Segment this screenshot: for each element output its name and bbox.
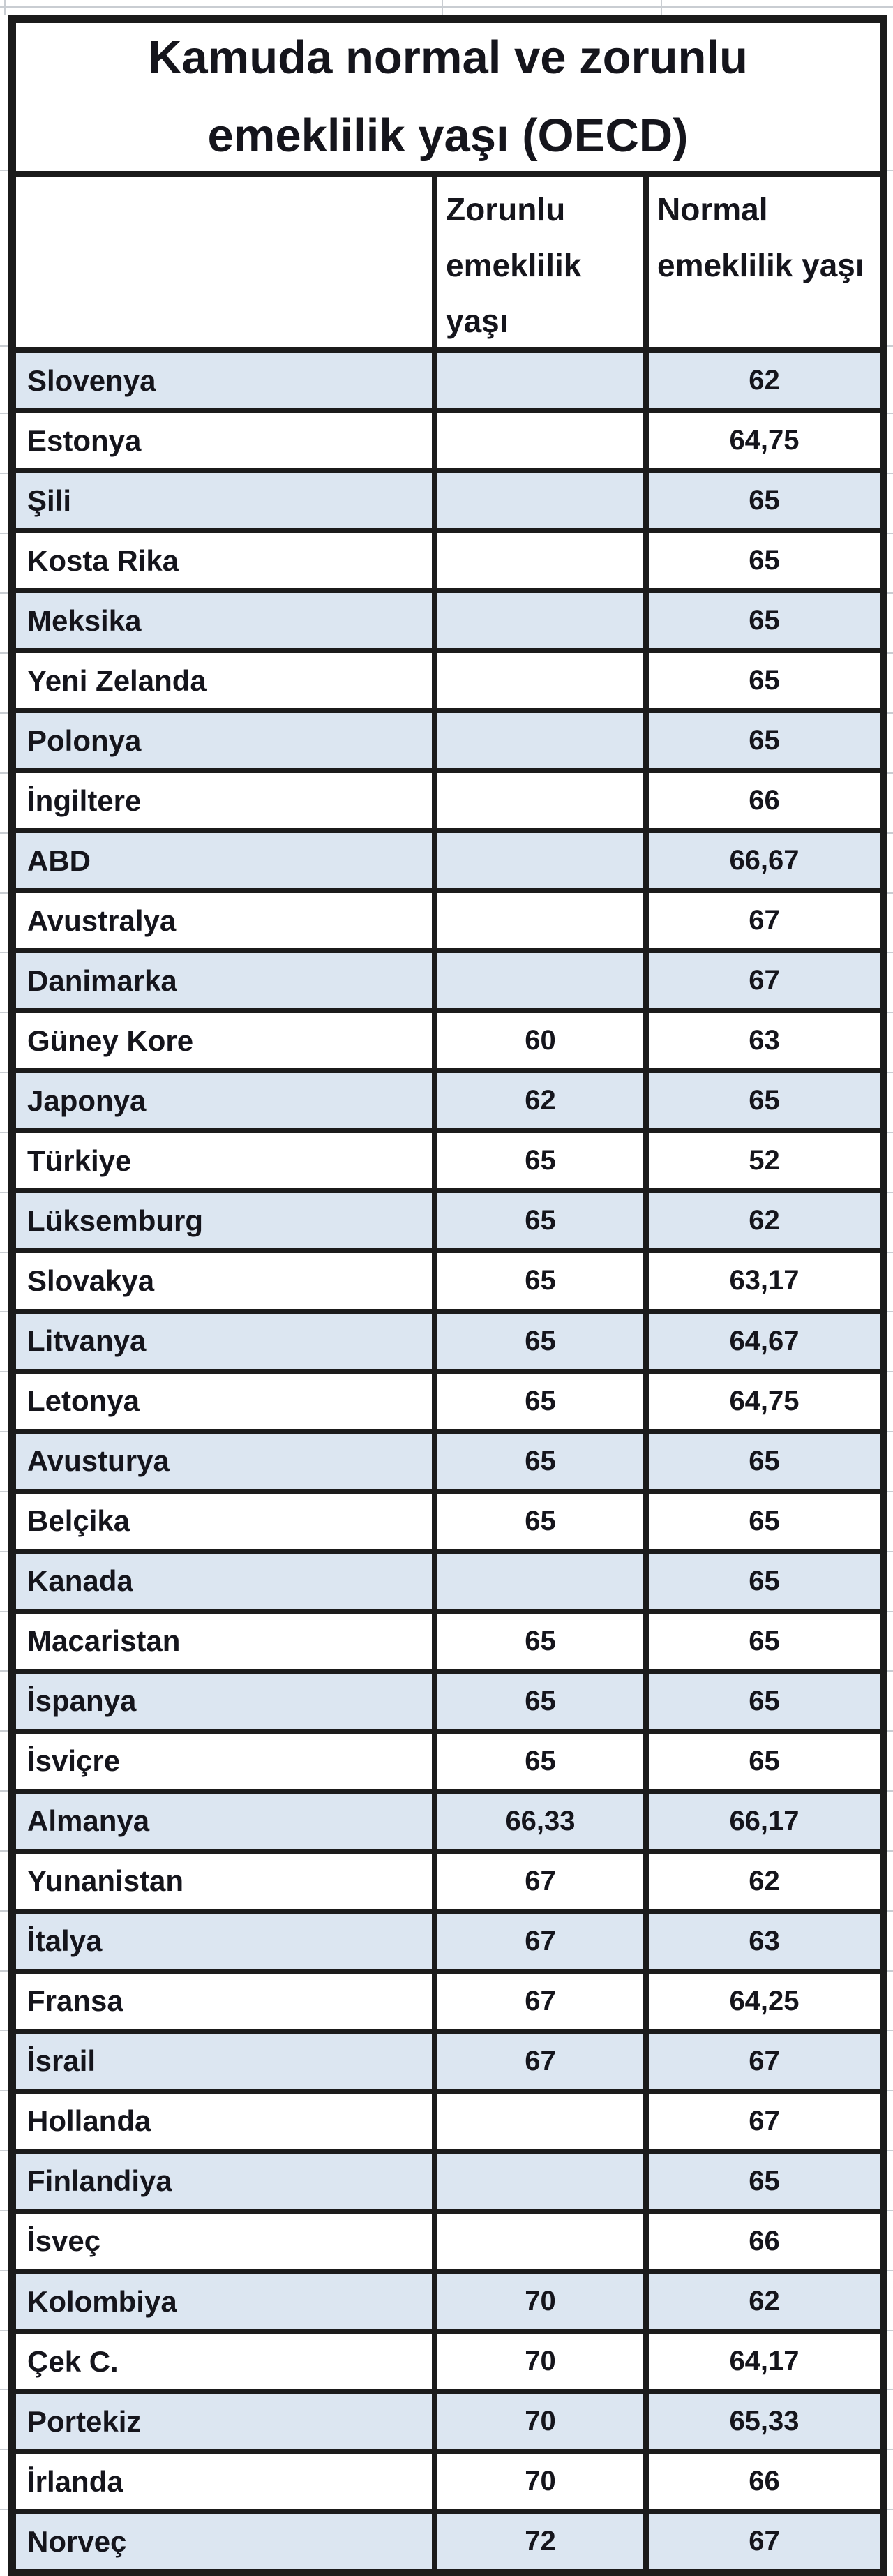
country-cell: Slovakya [16,1253,437,1308]
title-line-1: Kamuda normal ve zorunlu [148,31,748,84]
sheet-gridline [0,2509,8,2510]
sheet-gridline [887,1670,893,1672]
sheet-gridline [887,2090,893,2091]
zorunlu-age-cell: 67 [437,1914,649,1969]
country-cell: Avusturya [16,1434,437,1489]
table-row [16,1374,880,1434]
zorunlu-age-cell [437,2154,649,2209]
table-row [16,2394,880,2454]
sheet-gridline [0,1910,8,1912]
table-row [16,1253,880,1313]
sheet-gridline [887,1730,893,1732]
zorunlu-age-cell: 67 [437,1974,649,2029]
normal-age-cell: 65 [749,545,780,576]
sheet-gridline [887,1910,893,1912]
table-body [16,353,880,2569]
sheet-gridline [0,2150,8,2151]
table-row [16,473,880,533]
sheet-gridline [887,2030,893,2031]
sheet-gridline [887,1850,893,1852]
country-cell: Slovenya [16,353,437,408]
sheet-gridline [887,2330,893,2331]
sheet-gridline [887,2210,893,2211]
country-cell: İsviçre [16,1734,437,1789]
sheet-gridline [0,1491,8,1492]
normal-age-cell: 66 [749,2225,780,2256]
zorunlu-age-cell [437,593,649,648]
zorunlu-age-cell [437,953,649,1008]
normal-age-cell: 65 [749,665,780,696]
zorunlu-age-cell [437,533,649,588]
table-row [16,2214,880,2274]
normal-age-cell: 63,17 [729,1265,800,1296]
sheet-gridline [887,1252,893,1253]
normal-age-cell: 65,33 [729,2406,800,2437]
sheet-gridline [0,2270,8,2271]
sheet-gridline [0,1611,8,1612]
sheet-gridline [0,832,8,834]
country-cell: Meksika [16,593,437,648]
normal-age-cell: 65 [749,1445,780,1476]
country-cell: Hollanda [16,2094,437,2149]
country-cell: Danimarka [16,953,437,1008]
table-row [16,2514,880,2569]
country-cell: İrlanda [16,2454,437,2509]
sheet-gridline [887,1611,893,1612]
country-cell: İsveç [16,2214,437,2269]
table-row [16,2334,880,2394]
normal-age-cell: 52 [749,1145,780,1176]
table-row [16,1674,880,1734]
table-row [16,1494,880,1554]
normal-age-cell: 65 [749,485,780,516]
table-row [16,893,880,953]
normal-age-cell: 64,75 [729,425,800,456]
normal-age-cell: 65 [749,2165,780,2196]
zorunlu-age-cell: 66,33 [437,1794,649,1849]
normal-age-cell: 65 [749,1505,780,1536]
normal-age-cell: 66,17 [729,1805,800,1836]
header-row [16,177,880,353]
sheet-gridline [0,1730,8,1732]
table-row [16,1614,880,1674]
sheet-gridline [887,1132,893,1133]
sheet-gridline [887,712,893,714]
sheet-gridline [0,2090,8,2091]
country-cell: Avustralya [16,893,437,948]
table-row [16,1554,880,1614]
sheet-gridline [4,0,6,15]
country-cell: Almanya [16,1794,437,1849]
sheet-gridline [0,533,8,534]
normal-age-cell: 65 [749,1565,780,1596]
sheet-gridline [0,2210,8,2211]
country-cell: Japonya [16,1073,437,1128]
table-row [16,353,880,413]
sheet-gridline [0,592,8,594]
table-row [16,773,880,833]
country-cell: Şili [16,473,437,528]
country-cell: İsrail [16,2034,437,2089]
zorunlu-age-cell: 67 [437,1854,649,1909]
table-row [16,593,880,653]
sheet-gridline [887,1371,893,1372]
sheet-gridline [887,2509,893,2510]
zorunlu-age-cell [437,1554,649,1609]
sheet-gridline [0,1551,8,1552]
table-row [16,1193,880,1253]
normal-age-cell: 65 [749,1085,780,1116]
country-cell: Kosta Rika [16,533,437,588]
zorunlu-age-cell: 65 [437,1734,649,1789]
normal-age-cell: 65 [749,1685,780,1716]
country-cell: Norveç [16,2514,437,2569]
country-cell: Kanada [16,1554,437,1609]
sheet-gridline [887,892,893,894]
table-row [16,2274,880,2334]
zorunlu-age-cell [437,413,649,468]
country-cell: Litvanya [16,1314,437,1369]
zorunlu-age-cell: 65 [437,1614,649,1669]
country-cell: Yunanistan [16,1854,437,1909]
sheet-gridline [887,652,893,654]
sheet-gridline [887,1072,893,1073]
sheet-gridline [0,2330,8,2331]
table-row [16,713,880,773]
zorunlu-age-cell: 60 [437,1013,649,1068]
sheet-gridline [0,1790,8,1792]
normal-age-cell: 64,75 [729,1385,800,1416]
zorunlu-age-cell: 70 [437,2394,649,2449]
table-row [16,1434,880,1494]
zorunlu-age-cell: 65 [437,1253,649,1308]
sheet-gridline [887,1970,893,1972]
country-cell: Finlandiya [16,2154,437,2209]
table-row [16,2154,880,2214]
sheet-gridline [887,1431,893,1432]
country-cell: Kolombiya [16,2274,437,2329]
zorunlu-age-cell: 65 [437,1494,649,1549]
sheet-gridline [887,1192,893,1193]
zorunlu-age-cell: 62 [437,1073,649,1128]
sheet-gridline [0,652,8,654]
table-row [16,2454,880,2514]
sheet-gridline [0,1311,8,1312]
sheet-gridline [887,772,893,774]
normal-age-cell: 65 [749,725,780,756]
sheet-gridline [887,832,893,834]
normal-age-cell: 63 [749,1025,780,1056]
sheet-gridline [0,952,8,953]
sheet-gridline [0,2389,8,2390]
country-cell: Letonya [16,1374,437,1429]
zorunlu-age-cell: 65 [437,1434,649,1489]
sheet-gridline [0,345,8,347]
sheet-gridline [0,170,8,171]
normal-age-cell: 67 [749,905,780,936]
sheet-gridline [887,533,893,534]
zorunlu-age-cell [437,353,649,408]
normal-age-cell: 65 [749,605,780,636]
table-title [16,23,880,177]
country-cell: Fransa [16,1974,437,2029]
sheet-gridline [0,892,8,894]
normal-age-cell: 62 [749,365,780,396]
zorunlu-age-cell: 67 [437,2034,649,2089]
sheet-gridline [0,1012,8,1013]
zorunlu-age-cell [437,893,649,948]
sheet-gridline [887,1790,893,1792]
country-cell: Lüksemburg [16,1193,437,1248]
zorunlu-age-cell: 65 [437,1133,649,1188]
country-cell: Türkiye [16,1133,437,1188]
zorunlu-age-cell: 65 [437,1674,649,1729]
table-row [16,1314,880,1374]
sheet-gridline [887,1551,893,1552]
zorunlu-age-cell [437,473,649,528]
sheet-gridline [0,1850,8,1852]
sheet-gridline [0,473,8,474]
table-row [16,1734,880,1794]
table-row [16,653,880,713]
normal-age-cell: 62 [749,2286,780,2317]
sheet-gridline [0,2030,8,2031]
table-row [16,2034,880,2094]
zorunlu-age-cell [437,773,649,828]
sheet-gridline [0,1192,8,1193]
normal-age-cell: 65 [749,1745,780,1776]
header-normal-cell: Normal emeklilik yaşı [657,191,864,283]
country-cell: Çek C. [16,2334,437,2389]
normal-age-cell: 67 [749,965,780,996]
table-row [16,1013,880,1073]
zorunlu-age-cell: 65 [437,1374,649,1429]
normal-age-cell: 64,17 [729,2346,800,2377]
sheet-gridline [887,473,893,474]
table-row [16,413,880,473]
country-cell: İtalya [16,1914,437,1969]
zorunlu-age-cell: 70 [437,2274,649,2329]
country-cell: Polonya [16,713,437,768]
title-line-2: emeklilik yaşı (OECD) [207,110,689,162]
sheet-gridline [0,1252,8,1253]
country-cell: Yeni Zelanda [16,653,437,708]
normal-age-cell: 66 [749,785,780,816]
sheet-gridline [887,345,893,347]
table-row [16,1854,880,1914]
zorunlu-age-cell [437,713,649,768]
normal-age-cell: 62 [749,1205,780,1236]
sheet-gridline [0,413,8,414]
zorunlu-age-cell [437,833,649,888]
sheet-gridline [887,952,893,953]
zorunlu-age-cell: 70 [437,2454,649,2509]
zorunlu-age-cell [437,2094,649,2149]
sheet-gridline [0,1371,8,1372]
sheet-gridline [887,170,893,171]
zorunlu-age-cell: 72 [437,2514,649,2569]
sheet-gridline [887,592,893,594]
zorunlu-age-cell: 65 [437,1193,649,1248]
normal-age-cell: 63 [749,1925,780,1956]
sheet-gridline [0,1072,8,1073]
table-row [16,1914,880,1974]
normal-age-cell: 67 [749,2045,780,2076]
pension-table [8,15,887,2576]
normal-age-cell: 64,67 [729,1325,800,1356]
table-row [16,2094,880,2154]
sheet-gridline [887,2150,893,2151]
sheet-gridline [0,2449,8,2450]
table-row [16,1974,880,2034]
normal-age-cell: 67 [749,2105,780,2136]
sheet-gridline [887,2270,893,2271]
sheet-gridline [0,1670,8,1672]
table-row [16,953,880,1013]
sheet-gridline [661,0,662,15]
zorunlu-age-cell: 65 [437,1314,649,1369]
sheet-gridline [0,1970,8,1972]
country-cell: Macaristan [16,1614,437,1669]
table-row [16,833,880,893]
country-cell: Estonya [16,413,437,468]
table-row [16,1073,880,1133]
sheet-gridline [0,1132,8,1133]
sheet-gridline [0,712,8,714]
zorunlu-age-cell: 70 [437,2334,649,2389]
country-cell: ABD [16,833,437,888]
normal-age-cell: 66 [749,2466,780,2497]
sheet-gridline [887,2449,893,2450]
sheet-gridline [0,1431,8,1432]
table-row [16,1133,880,1193]
table-row [16,1794,880,1854]
country-cell: Güney Kore [16,1013,437,1068]
sheet-gridline [887,2389,893,2390]
sheet-gridline [887,1012,893,1013]
country-cell: Portekiz [16,2394,437,2449]
normal-age-cell: 67 [749,2526,780,2557]
sheet-gridline [887,413,893,414]
header-zorunlu-cell: Zorunlu emeklilik yaşı [437,177,649,347]
normal-age-cell: 64,25 [729,1985,800,2016]
normal-age-cell: 62 [749,1865,780,1896]
table-row [16,533,880,593]
zorunlu-age-cell [437,653,649,708]
sheet-gridline [0,6,893,8]
country-cell: İngiltere [16,773,437,828]
normal-age-cell: 66,67 [729,845,800,876]
country-cell: İspanya [16,1674,437,1729]
header-country-cell [16,177,437,347]
sheet-gridline [887,1491,893,1492]
sheet-gridline [0,772,8,774]
zorunlu-age-cell [437,2214,649,2269]
normal-age-cell: 65 [749,1625,780,1656]
sheet-gridline [442,0,443,15]
country-cell: Belçika [16,1494,437,1549]
sheet-gridline [887,1311,893,1312]
